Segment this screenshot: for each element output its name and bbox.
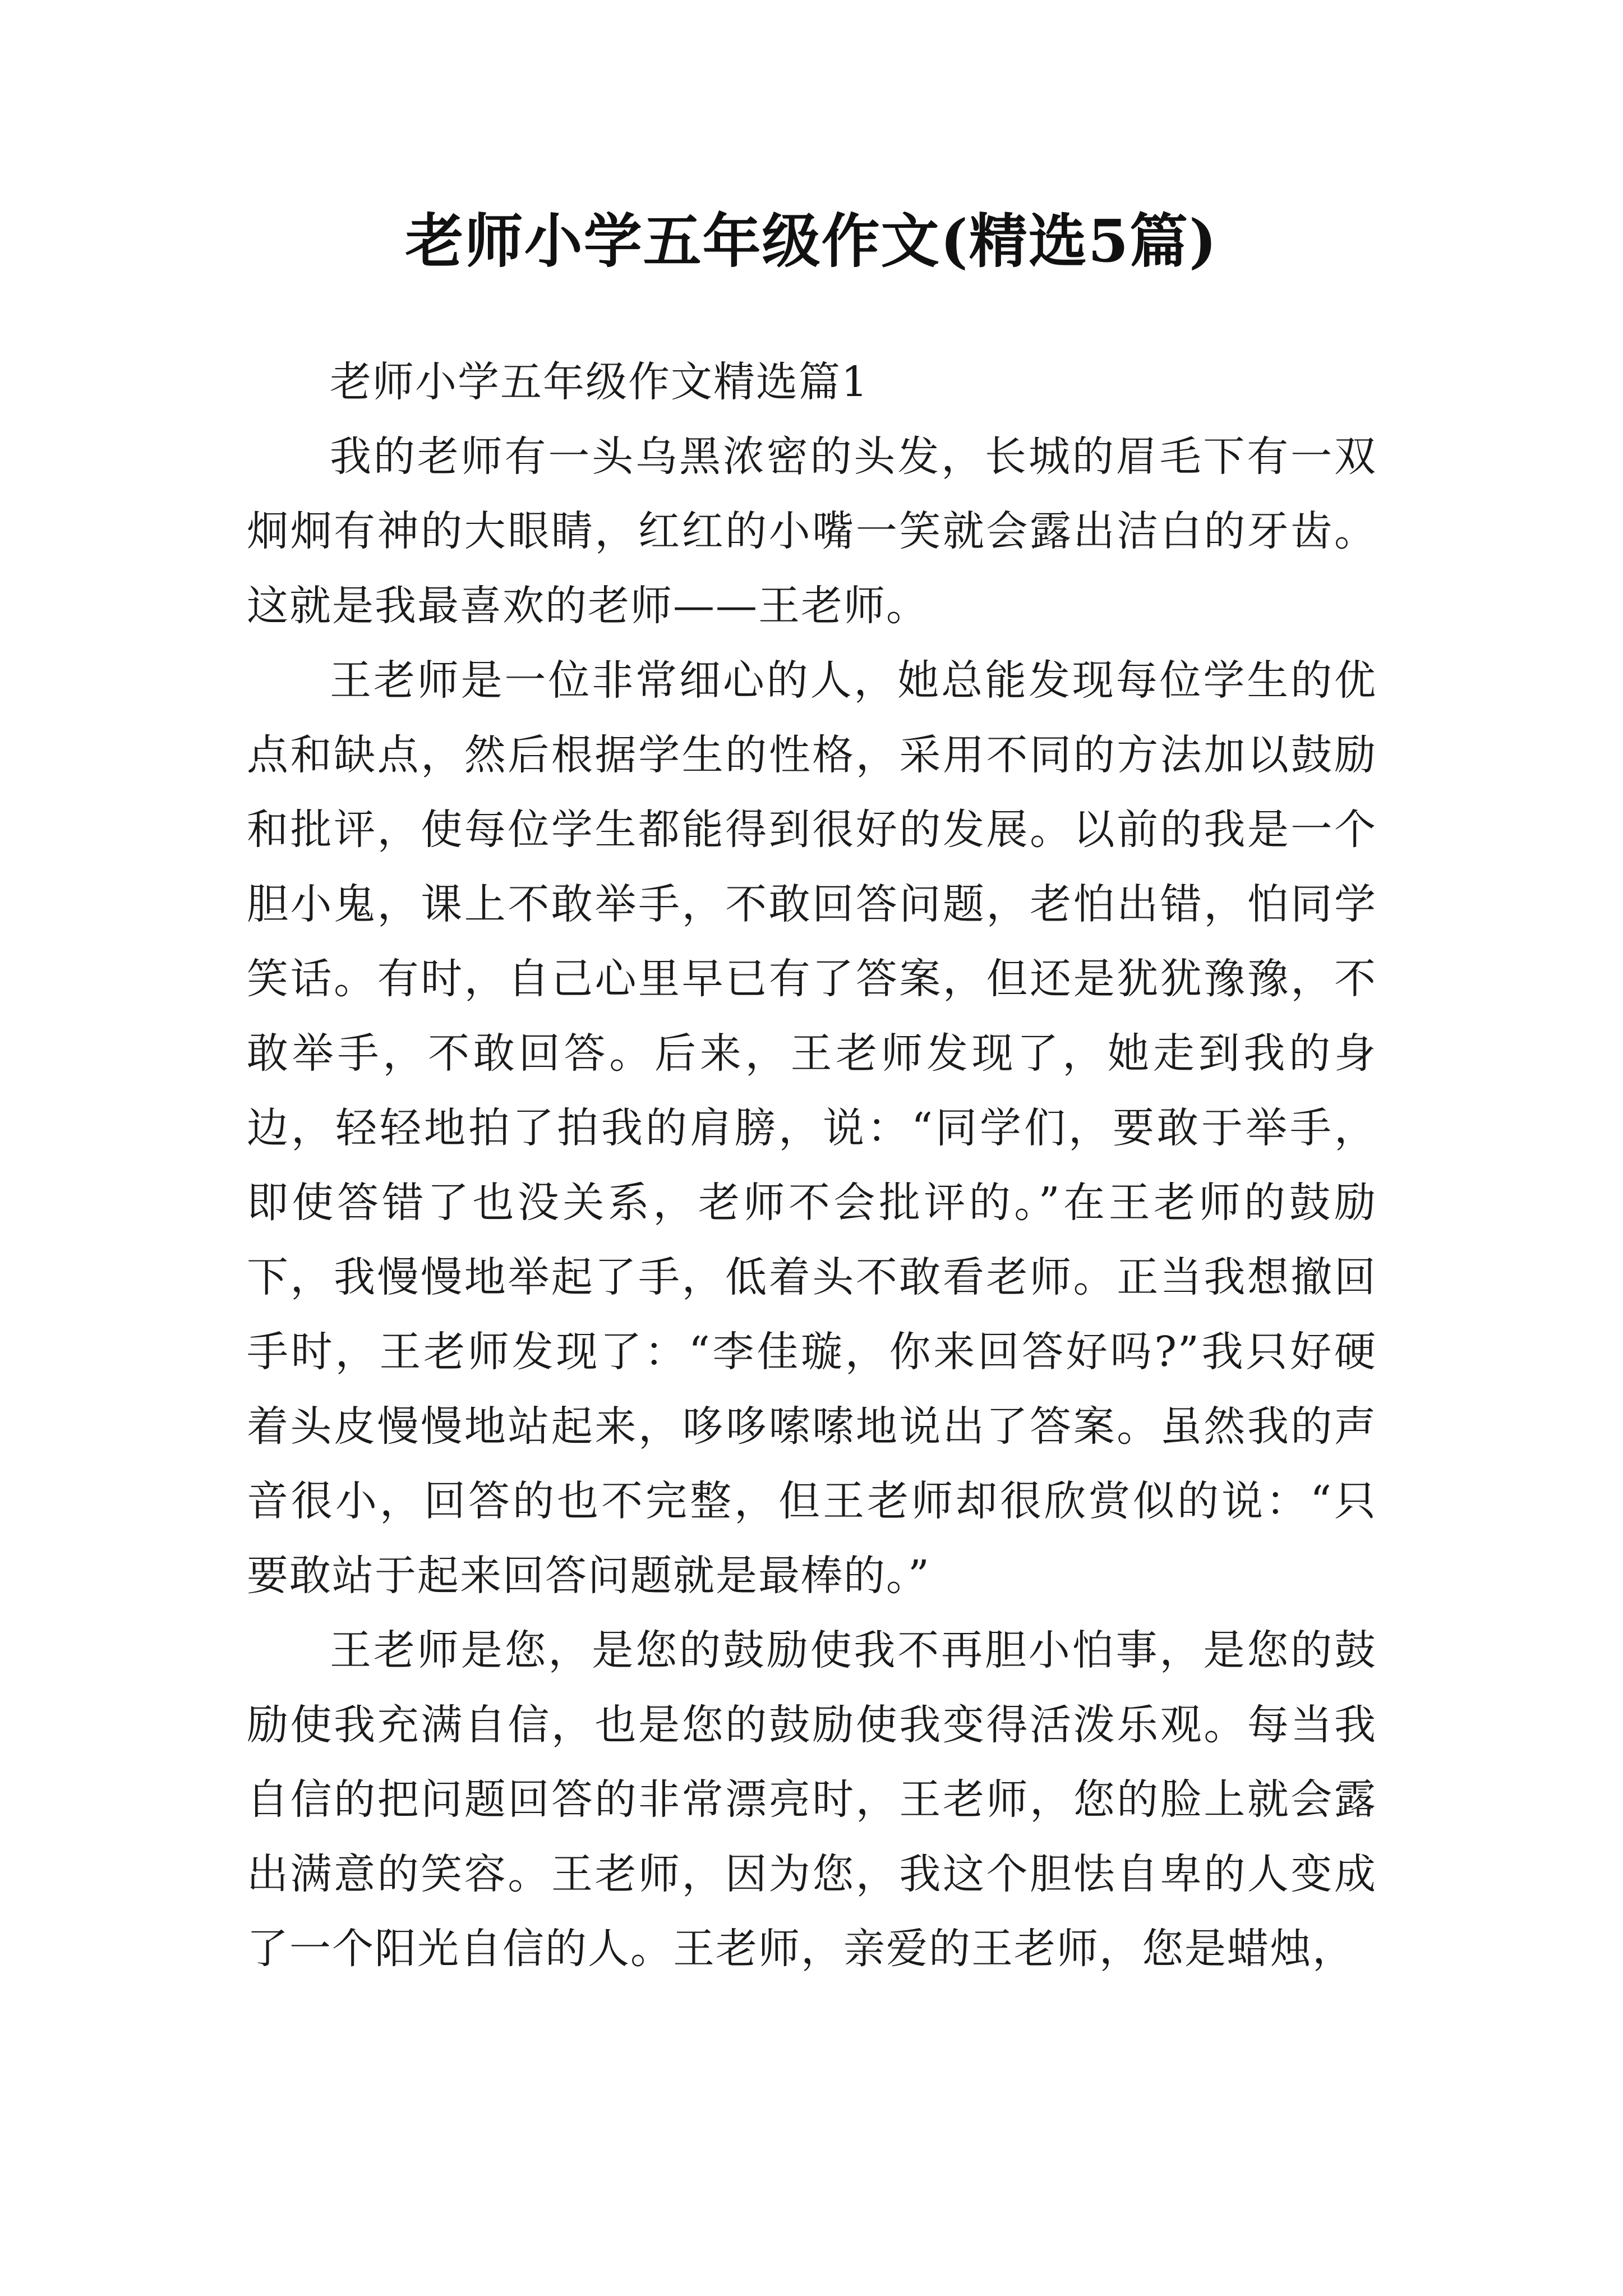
section-heading: 老师小学五年级作文精选篇1: [330, 358, 869, 406]
paragraph: 我的老师有一头乌黑浓密的头发，长城的眉毛下有一双炯炯有神的大眼睛，红红的小嘴一笑就会露出洁白的牙齿。这就是我最喜欢的老师——王老师。: [247, 432, 1377, 630]
paragraph: 王老师是一位非常细心的人，她总能发现每位学生的优点和缺点，然后根据学生的性格，采用不同的方法加以鼓励和批评，使每位学生都能得到很好的发展。以前的我是一个胆小鬼，课上不敢举手，不敢回答问题，老怕出错，怕同学笑话。有时，自己心里早已有了答案，但还是犹犹豫豫，不敢举手，不敢回答。后来，王老师发现了，她走到我的身边，轻轻地拍了拍我的肩膀，说：“同学们，要敢于举手，即使答错了也没关系，老师不会批评的。”在王老师的鼓励下，我慢慢地举起了手，低着头不敢看老师。正当我想撤回手时，王老师发现了：“李佳璇，你来回答好吗?”我只好硬着头皮慢慢地站起来，哆哆嗦嗦地说出了答案。虽然我的声音很小，回答的也不完整，但王老师却很欣赏似的说：“只要敢站于起来回答问题就是最棒的。”: [247, 656, 1377, 1600]
document-title: 老师小学五年级作文(精选5篇): [405, 206, 1218, 275]
paragraph: 王老师是您，是您的鼓励使我不再胆小怕事，是您的鼓励使我充满自信，也是您的鼓励使我变得活泼乐观。每当我自信的把问题回答的非常漂亮时，王老师，您的脸上就会露出满意的笑容。王老师，因为您，我这个胆怯自卑的人变成了一个阳光自信的人。王老师，亲爱的王老师，您是蜡烛，: [247, 1626, 1377, 1973]
document-body: [247, 345, 1377, 1986]
